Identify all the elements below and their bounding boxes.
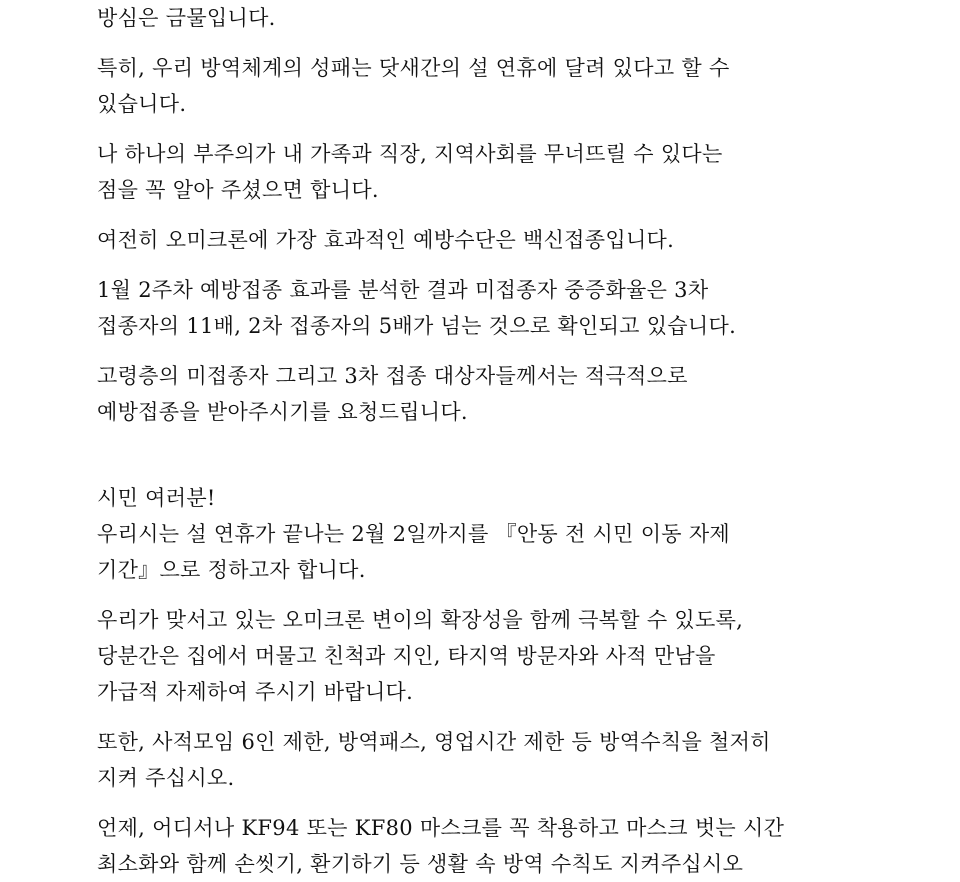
text-line: 고령층의 미접종자 그리고 3차 접종 대상자들께서는 적극적으로 <box>97 364 688 388</box>
text-line: 있습니다. <box>97 92 187 116</box>
document-body <box>97 0 927 882</box>
text-line: 점을 꼭 알아 주셨으면 합니다. <box>97 178 379 202</box>
text-line: 방심은 금물입니다. <box>97 6 276 30</box>
text-line: 당분간은 집에서 머물고 친척과 지인, 타지역 방문자와 사적 만남을 <box>97 644 716 668</box>
text-line: 나 하나의 부주의가 내 가족과 직장, 지역사회를 무너뜨릴 수 있다는 <box>97 142 723 166</box>
paragraph-2 <box>97 50 927 122</box>
text-line: 여전히 오미크론에 가장 효과적인 예방수단은 백신접종입니다. <box>97 228 675 252</box>
text-line: 예방접종을 받아주시기를 요청드립니다. <box>97 400 468 424</box>
paragraph-5 <box>97 272 927 344</box>
text-line: 가급적 자제하여 주시기 바랍니다. <box>97 680 414 704</box>
text-line: 기간』으로 정하고자 합니다. <box>97 558 366 582</box>
text-line: 언제, 어디서나 KF94 또는 KF80 마스크를 꼭 착용하고 마스크 벗는 시간 <box>97 816 785 840</box>
paragraph-1 <box>97 0 927 36</box>
text-line: 접종자의 11배, 2차 접종자의 5배가 넘는 것으로 확인되고 있습니다. <box>97 314 737 338</box>
text-line: 우리시는 설 연휴가 끝나는 2월 2일까지를 『안동 전 시민 이동 자제 <box>97 522 731 546</box>
paragraph-7 <box>97 480 927 588</box>
text-line: 시민 여러분! <box>97 486 216 510</box>
text-line: 특히, 우리 방역체계의 성패는 닷새간의 설 연휴에 달려 있다고 할 수 <box>97 56 730 80</box>
paragraph-6 <box>97 358 927 430</box>
text-line: 최소화와 함께 손씻기, 환기하기 등 생활 속 방역 수칙도 지켜주십시오 <box>97 852 744 876</box>
text-line: 1월 2주차 예방접종 효과를 분석한 결과 미접종자 중증화율은 3차 <box>97 278 709 302</box>
paragraph-4 <box>97 222 927 258</box>
paragraph-8 <box>97 602 927 710</box>
text-line: 또한, 사적모임 6인 제한, 방역패스, 영업시간 제한 등 방역수칙을 철저히 <box>97 730 771 754</box>
paragraph-10 <box>97 810 927 882</box>
paragraph-9 <box>97 724 927 796</box>
paragraph-3 <box>97 136 927 208</box>
text-line: 우리가 맞서고 있는 오미크론 변이의 확장성을 함께 극복할 수 있도록, <box>97 608 744 632</box>
text-line: 지켜 주십시오. <box>97 766 235 790</box>
